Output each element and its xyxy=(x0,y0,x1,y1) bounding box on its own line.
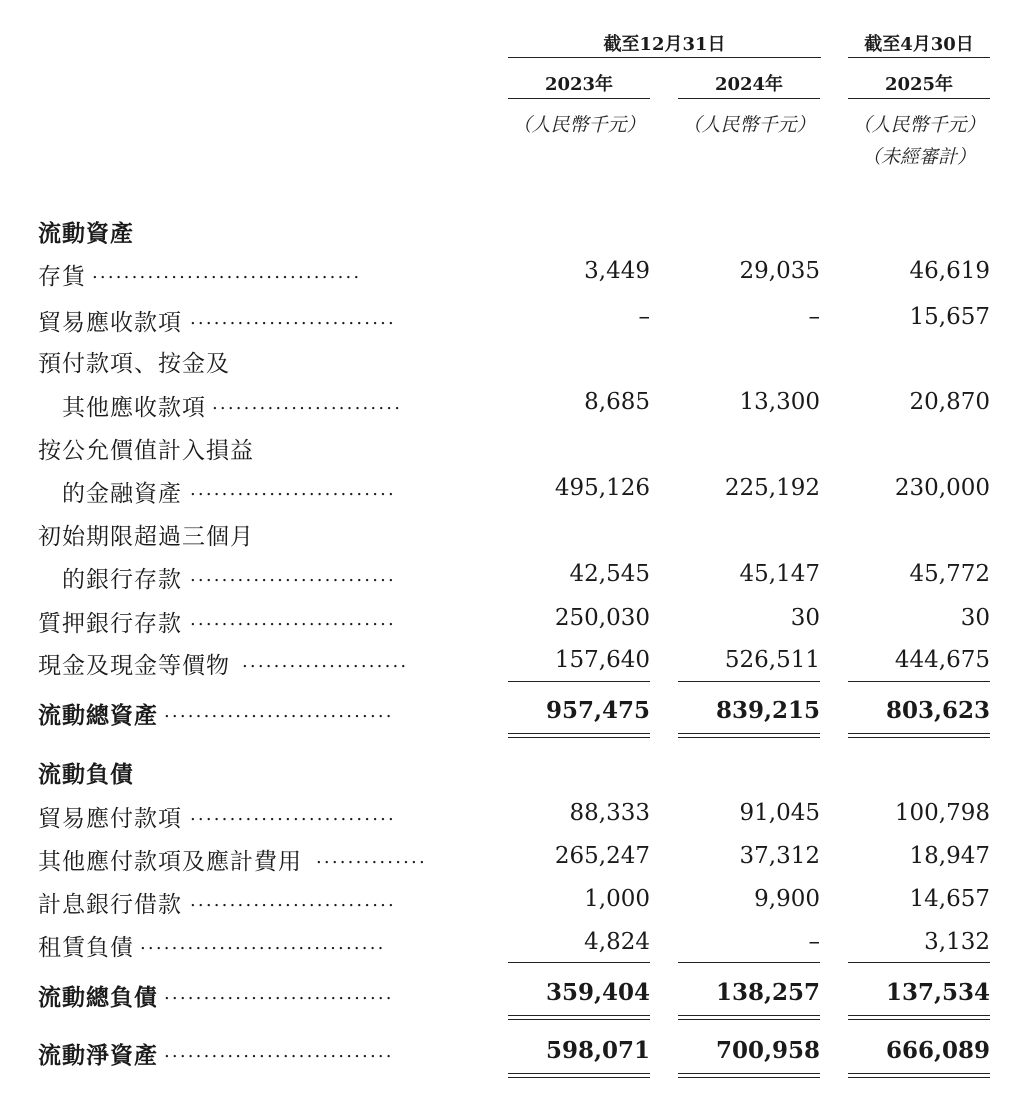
value-2023: 88,333 xyxy=(569,800,650,826)
total-2024: 839,215 xyxy=(715,697,820,724)
row-label: 初始期限超過三個月 xyxy=(38,524,254,550)
leader-dots: ............................. xyxy=(164,983,394,1004)
subtotal-rule xyxy=(508,962,650,963)
total-2024: 138,257 xyxy=(715,979,820,1006)
unaudited-label: （未經審計） xyxy=(861,146,976,168)
row-label-total: 流動總負債 xyxy=(38,984,158,1011)
value-2023: 3,449 xyxy=(584,258,650,284)
net-double-rule xyxy=(848,1073,990,1078)
value-2025: 3,132 xyxy=(924,929,990,955)
value-2025: 30 xyxy=(960,605,990,631)
header-rule xyxy=(848,57,990,58)
header-apr30: 截至4月30日 xyxy=(864,34,974,55)
subtotal-rule xyxy=(848,681,990,682)
net-2023: 598,071 xyxy=(545,1037,650,1064)
leader-dots: ............................. xyxy=(164,701,394,722)
year-rule xyxy=(678,98,820,99)
value-2025: 15,657 xyxy=(909,304,990,330)
value-2024: 37,312 xyxy=(739,843,820,869)
value-2024: 91,045 xyxy=(739,800,820,826)
total-double-rule xyxy=(848,1015,990,1020)
total-2023: 359,404 xyxy=(545,979,650,1006)
row-label: 的銀行存款 xyxy=(62,567,182,593)
value-2023: 495,126 xyxy=(554,475,650,501)
row-label: 質押銀行存款 xyxy=(38,611,182,637)
value-2024: 526,511 xyxy=(724,647,820,673)
row-label-total: 流動總資產 xyxy=(38,702,158,729)
subtotal-rule xyxy=(508,681,650,682)
year-2025: 2025年 xyxy=(884,74,954,95)
section-current-assets: 流動資產 xyxy=(38,220,134,247)
net-double-rule xyxy=(508,1073,650,1078)
year-rule xyxy=(508,98,650,99)
subtotal-rule xyxy=(678,962,820,963)
net-2024: 700,958 xyxy=(715,1037,820,1064)
leader-dots: .......................... xyxy=(190,479,396,500)
value-2023: 1,000 xyxy=(584,886,650,912)
value-2024: 225,192 xyxy=(724,475,820,501)
row-label: 按公允價值計入損益 xyxy=(38,438,254,464)
row-label: 租賃負債 xyxy=(38,935,134,961)
total-double-rule xyxy=(508,1015,650,1020)
value-2023: 250,030 xyxy=(554,605,650,631)
total-double-rule xyxy=(678,1015,820,1020)
row-label: 其他應付款項及應計費用 xyxy=(38,849,302,875)
value-2025: 444,675 xyxy=(894,647,990,673)
row-label-net: 流動淨資產 xyxy=(38,1042,158,1069)
value-2023: 265,247 xyxy=(554,843,650,869)
net-2025: 666,089 xyxy=(885,1037,990,1064)
value-2024: 30 xyxy=(790,605,820,631)
leader-dots: .......................... xyxy=(190,804,396,825)
row-label: 貿易應付款項 xyxy=(38,806,182,832)
row-label: 預付款項、按金及 xyxy=(38,351,230,377)
total-double-rule xyxy=(508,733,650,738)
value-2024: 45,147 xyxy=(739,561,820,587)
value-2024: – xyxy=(808,929,820,955)
value-2023: 8,685 xyxy=(584,389,650,415)
total-2025: 803,623 xyxy=(885,697,990,724)
unit-label: （人民幣千元） xyxy=(682,114,816,136)
header-rule xyxy=(508,57,821,58)
value-2024: 29,035 xyxy=(739,258,820,284)
subtotal-rule xyxy=(848,962,990,963)
row-label: 的金融資產 xyxy=(62,481,182,507)
leader-dots: ..................... xyxy=(242,651,409,672)
value-2023: 4,824 xyxy=(584,929,650,955)
year-2023: 2023年 xyxy=(544,74,614,95)
row-label: 貿易應收款項 xyxy=(38,310,182,336)
section-current-liabilities: 流動負債 xyxy=(38,761,134,788)
value-2024: 9,900 xyxy=(754,886,820,912)
year-2024: 2024年 xyxy=(714,74,784,95)
total-double-rule xyxy=(848,733,990,738)
leader-dots: ............................... xyxy=(140,933,386,954)
value-2023: 157,640 xyxy=(554,647,650,673)
leader-dots: .......................... xyxy=(190,565,396,586)
row-label: 現金及現金等價物 xyxy=(38,653,230,679)
value-2025: 46,619 xyxy=(909,258,990,284)
net-double-rule xyxy=(678,1073,820,1078)
value-2025: 100,798 xyxy=(894,800,990,826)
value-2025: 20,870 xyxy=(909,389,990,415)
total-double-rule xyxy=(678,733,820,738)
value-2025: 45,772 xyxy=(909,561,990,587)
row-label: 計息銀行借款 xyxy=(38,892,182,918)
value-2025: 18,947 xyxy=(909,843,990,869)
leader-dots: .............. xyxy=(316,847,427,868)
total-2023: 957,475 xyxy=(545,697,650,724)
leader-dots: .......................... xyxy=(190,890,396,911)
value-2023: 42,545 xyxy=(569,561,650,587)
row-label: 其他應收款項 xyxy=(62,395,206,421)
leader-dots: .......................... xyxy=(190,609,396,630)
value-2025: 14,657 xyxy=(909,886,990,912)
row-label: 存貨 xyxy=(38,264,86,290)
leader-dots: ............................. xyxy=(164,1041,394,1062)
header-dec31: 截至12月31日 xyxy=(603,34,726,55)
leader-dots: .................................. xyxy=(92,262,362,283)
year-rule xyxy=(848,98,990,99)
leader-dots: ........................ xyxy=(212,393,403,414)
leader-dots: .......................... xyxy=(190,308,396,329)
value-2024: 13,300 xyxy=(739,389,820,415)
unit-label: （人民幣千元） xyxy=(512,114,646,136)
value-2025: 230,000 xyxy=(894,475,990,501)
total-2025: 137,534 xyxy=(885,979,990,1006)
subtotal-rule xyxy=(678,681,820,682)
value-2023: – xyxy=(638,304,650,330)
value-2024: – xyxy=(808,304,820,330)
unit-label: （人民幣千元） xyxy=(852,114,986,136)
